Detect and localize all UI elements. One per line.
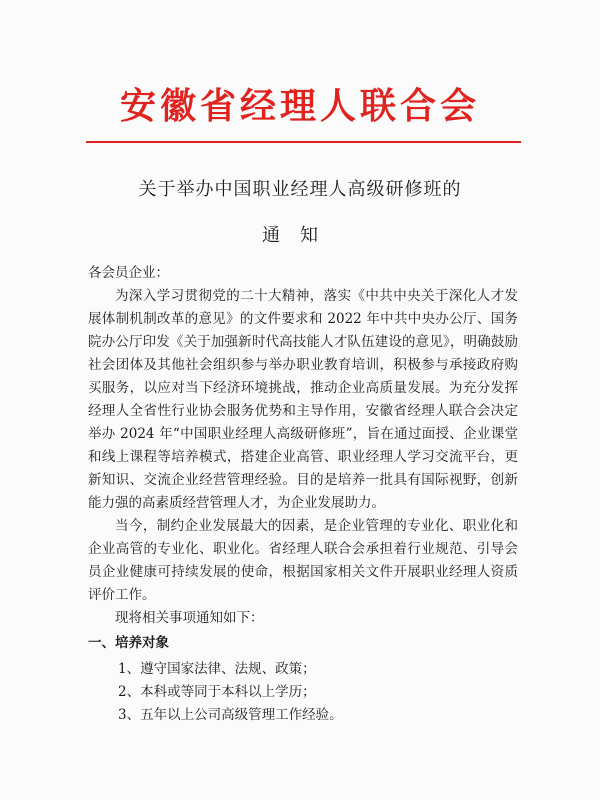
- paragraph-1: 为深入学习贯彻党的二十大精神，落实《中共中央关于深化人才发展体制机制改革的意见》的文件要求和 2022 年中共中央办公厅、国务院办公厅印发《关于加强新时代高技能人才队伍建设的意见》，明确鼓励社会团体及其他社会组织参与举办职业教育培训，积极参与承接政府购买服务，以应对当下经济环境挑战，推动企业高质量发展。为充分发挥经理人全省性行业协会服务优势和主导作用，安徽省经理人联合会决定举办 2024 年“中国职业经理人高级研修班”，旨在通过面授、企业课堂和线上课程等培养模式，搭建企业高管、职业经理人学习交流平台，更新知识、交流企业经营管理经验。目的是培养一批具有国际视野，创新能力强的高素质经营管理人才，为企业发展助力。: [88, 288, 518, 511]
- letterhead-title: 安徽省经理人联合会: [119, 86, 480, 127]
- letterhead-divider: [86, 141, 521, 143]
- section-heading-training-targets: 一、培养对象: [88, 635, 169, 651]
- list-item: 2、本科或等同于本科以上学历；: [118, 684, 316, 700]
- document-body: [88, 262, 518, 727]
- paragraph-2: 当今，制约企业发展最大的因素，是企业管理的专业化、职业化和企业高管的专业化、职业化。省经理人联合会承担着行业规范、引导会员企业健康可持续发展的使命，根据国家相关文件开展职业经理人资质评价工作。: [88, 518, 518, 603]
- paragraph-3: 现将相关事项通知如下：: [115, 610, 264, 626]
- list-item: 3、五年以上公司高级管理工作经验。: [118, 707, 343, 723]
- criteria-list: [88, 658, 518, 727]
- salutation: 各会员企业：: [88, 265, 169, 281]
- document-title: 关于举办中国职业经理人高级研修班的: [138, 179, 462, 200]
- document-subtitle: 通知: [262, 225, 338, 246]
- list-item: 1、遵守国家法律、法规、政策；: [118, 661, 316, 677]
